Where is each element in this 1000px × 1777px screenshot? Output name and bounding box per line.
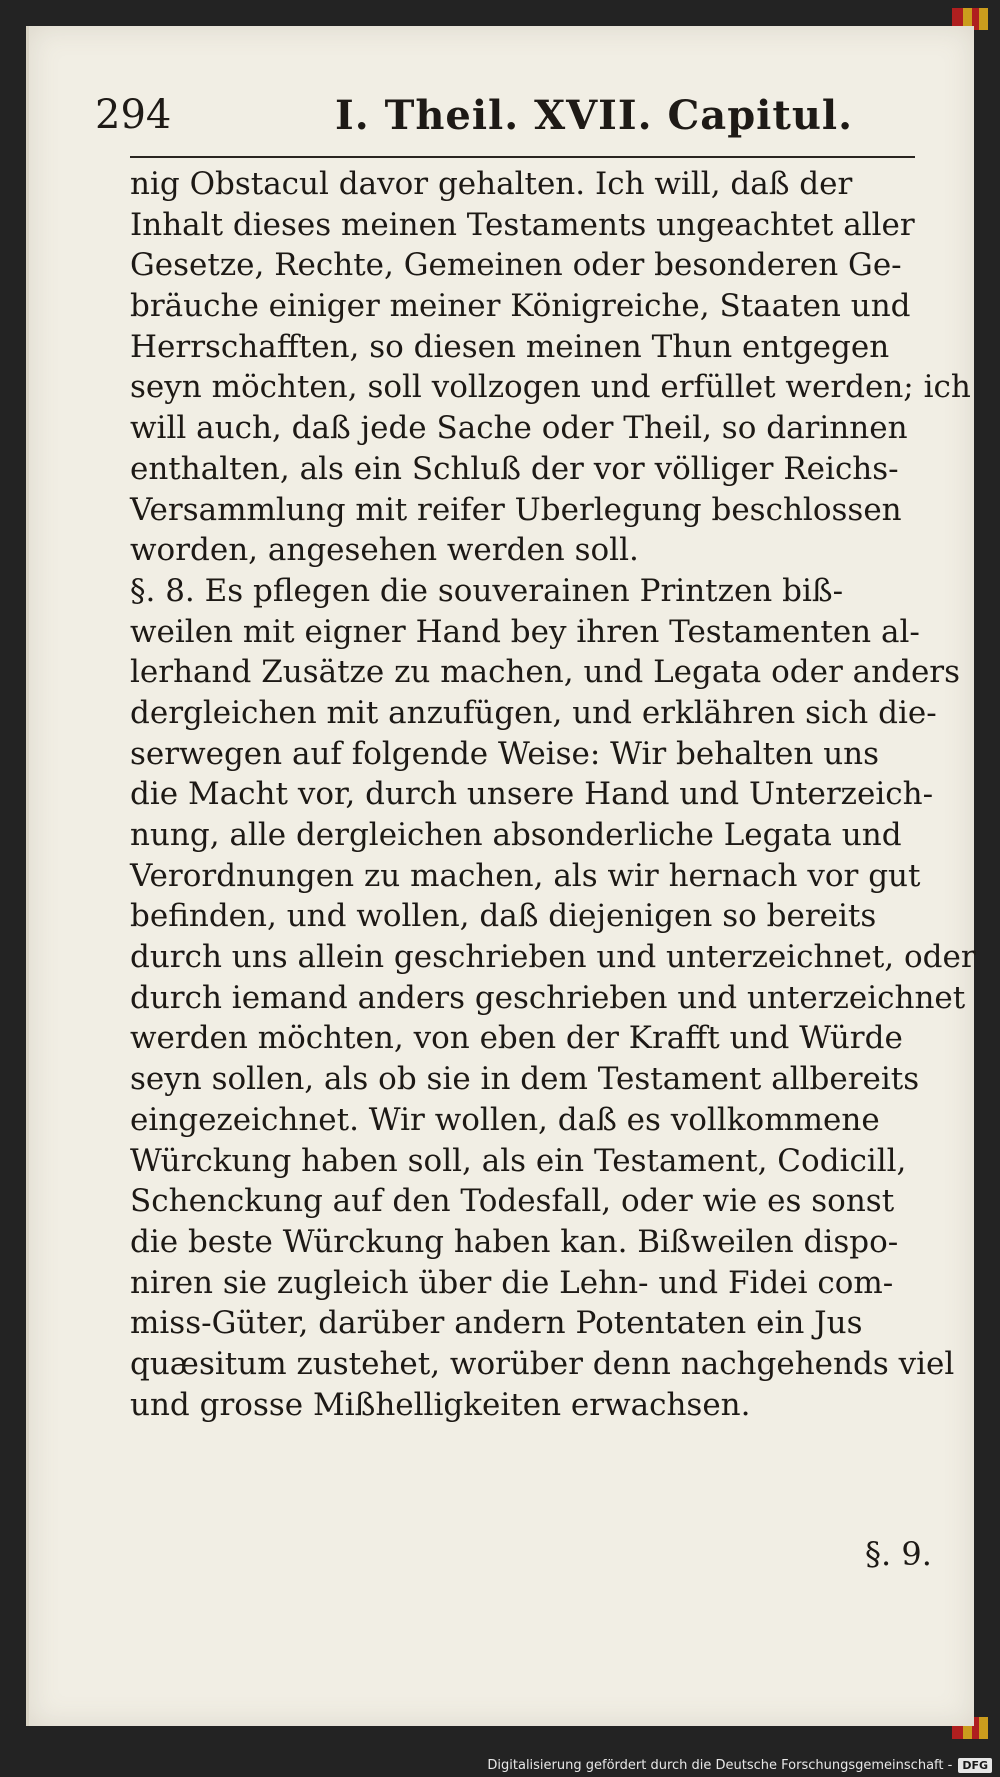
text-line: worden, angesehen werden soll. [130,532,639,569]
text-line: durch uns allein geschrieben und unterzeichnet, oder [130,939,976,976]
text-line: niren sie zugleich über die Lehn- und Fidei com- [130,1264,894,1301]
text-line: werden möchten, von eben der Krafft und Würde [130,1020,903,1057]
text-line: weilen mit eigner Hand bey ihren Testamenten al- [130,613,920,650]
text-line: die beste Würckung haben kan. Bißweilen dispo- [130,1223,899,1260]
text-line: und grosse Mißhelligkeiten erwachsen. [130,1386,751,1423]
catchword: §. 9. [865,1535,932,1573]
text-line: Versammlung mit reifer Uberlegung beschlossen [130,491,902,528]
header-rule [130,156,915,158]
text-line: eingezeichnet. Wir wollen, daß es vollkommene [130,1101,880,1138]
text-line: seyn sollen, als ob sie in dem Testament allbereits [130,1061,920,1098]
text-line: die Macht vor, durch unsere Hand und Unterzeich- [130,776,934,813]
text-line: nig Obstacul davor gehalten. Ich will, daß der [130,166,853,202]
running-head: I. Theil. XVII. Capitul. [335,92,854,139]
text-line: Herrschafften, so diesen meinen Thun entgegen [130,328,890,365]
footer-credit: Digitalisierung gefördert durch die Deutsche Forschungsgemeinschaft - [487,1758,953,1773]
text-line: serwegen auf folgende Weise: Wir behalten uns [130,735,880,772]
digitization-footer [487,1758,992,1773]
text-line: will auch, daß jede Sache oder Theil, so darinnen [130,410,908,447]
text-line: lerhand Zusätze zu machen, und Legata oder anders [130,654,961,691]
text-line: Schenckung auf den Todesfall, oder wie es sonst [130,1183,895,1220]
text-line: durch iemand anders geschrieben und unterzeichnet [130,979,966,1016]
text-line: befinden, und wollen, daß diejenigen so bereits [130,898,877,935]
text-line: seyn möchten, soll vollzogen und erfüllet werden; ich [130,369,971,406]
text-line: miss-Güter, darüber andern Potentaten ein Jus [130,1305,863,1342]
page-number: 294 [95,92,172,138]
text-line: Gesetze, Rechte, Gemeinen oder besonderen Ge- [130,247,902,284]
text-line: dergleichen mit anzufügen, und erklähren sich die- [130,694,937,731]
text-line: Würckung haben soll, als ein Testament, Codicill, [130,1142,907,1179]
text-line: quæsitum zustehet, worüber denn nachgehends viel [130,1345,955,1382]
text-line: bräuche einiger meiner Königreiche, Staaten und [130,288,911,325]
text-line: enthalten, als ein Schluß der vor völliger Reichs- [130,450,899,487]
body-text [130,164,976,1425]
text-line: Inhalt dieses meinen Testaments ungeachtet aller [130,206,915,243]
text-line: Verordnungen zu machen, als wir hernach vor gut [130,857,921,894]
text-line: nung, alle dergleichen absonderliche Legata und [130,817,902,853]
text-line: §. 8. Es pflegen die souverainen Printzen biß- [130,572,844,609]
dfg-logo: DFG [958,1758,992,1773]
page-header [95,92,905,148]
